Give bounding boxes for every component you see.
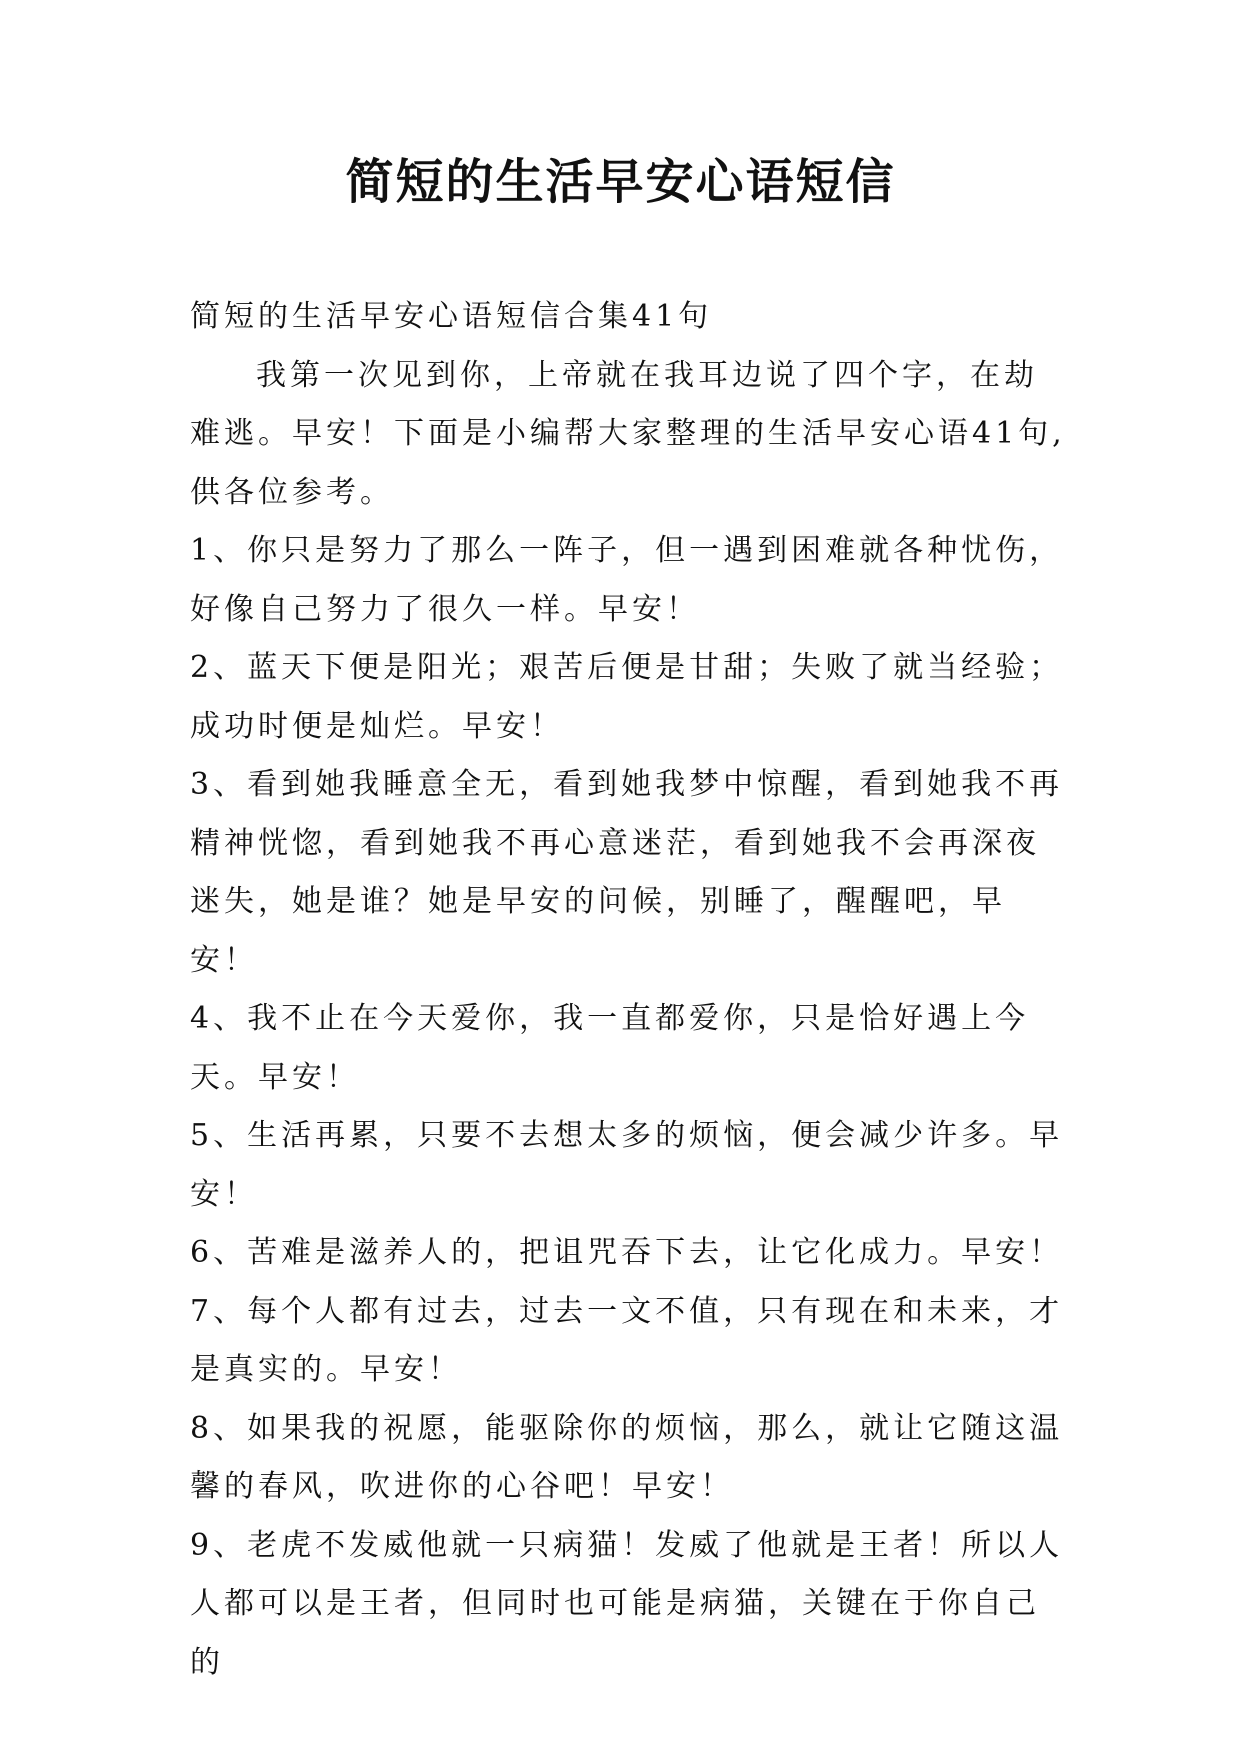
list-item: 3、看到她我睡意全无，看到她我梦中惊醒，看到她我不再精神恍惚，看到她我不再心意迷茫，看到她我不会再深夜迷失，她是谁？她是早安的问候，别睡了，醒醒吧，早安！ [190, 767, 1064, 978]
document-body [190, 288, 1070, 1692]
document-subtitle: 简短的生活早安心语短信合集41句 [190, 299, 713, 334]
list-item: 6、苦难是滋养人的，把诅咒吞下去，让它化成力。早安！ [190, 1235, 1064, 1270]
list-item: 8、如果我的祝愿，能驱除你的烦恼，那么，就让它随这温馨的春风，吹进你的心谷吧！早安！ [190, 1410, 1064, 1504]
list-item: 1、你只是努力了那么一阵子，但一遇到困难就各种忧伤，好像自己努力了很久一样。早安！ [190, 533, 1064, 627]
list-item: 5、生活再累，只要不去想太多的烦恼，便会减少许多。早安！ [190, 1118, 1064, 1212]
document-title: 简短的生活早安心语短信 [345, 154, 896, 210]
list-item: 9、老虎不发威他就一只病猫！发威了他就是王者！所以人人都可以是王者，但同时也可能是病猫，关键在于你自己的 [190, 1527, 1064, 1680]
list-item: 4、我不止在今天爱你，我一直都爱你，只是恰好遇上今天。早安！ [190, 1001, 1030, 1095]
intro-paragraph: 我第一次见到你，上帝就在我耳边说了四个字，在劫难逃。早安！下面是小编帮大家整理的生活早安心语41句,供各位参考。 [190, 357, 1066, 510]
list-item: 7、每个人都有过去，过去一文不值，只有现在和未来，才是真实的。早安！ [190, 1293, 1064, 1387]
list-item: 2、蓝天下便是阳光；艰苦后便是甘甜；失败了就当经验；成功时便是灿烂。早安！ [190, 650, 1064, 744]
